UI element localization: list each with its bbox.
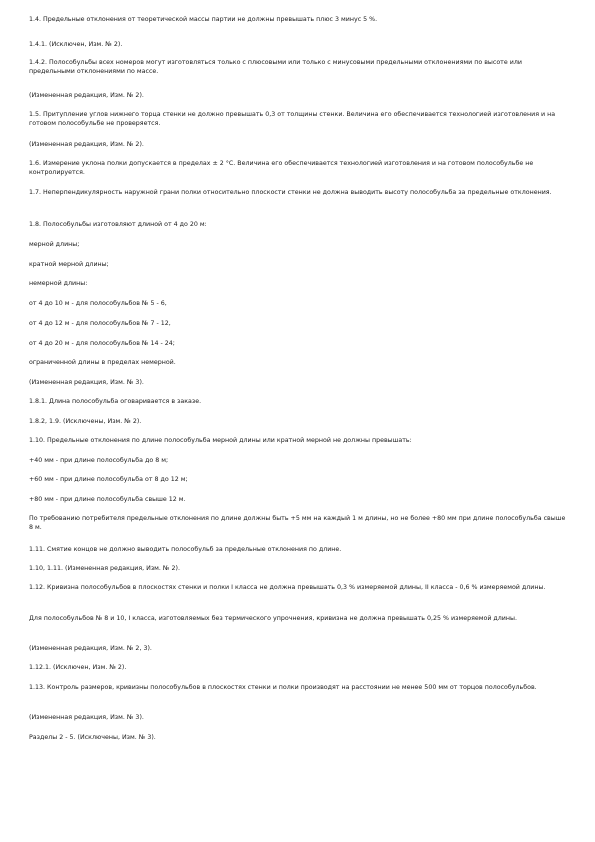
paragraph: от 4 до 10 м - для полособульбов № 5 - 6, — [29, 300, 167, 307]
paragraph: Для полособульбов № 8 и 10, I класса, изготовляемых без термического упрочнения, кривизна не должна превышать 0,25 % измеряемой длины. — [29, 615, 517, 622]
paragraph: (Измененная редакция, Изм. № 2). — [29, 141, 144, 148]
paragraph: мерной длины; — [29, 241, 80, 248]
paragraph: ограниченной длины в пределах немерной. — [29, 359, 176, 366]
paragraph: По требованию потребителя предельные отклонения по длине должны быть +5 мм на каждый 1 м длины, но не более +80 мм при длине полособульба свыше 8 м. — [29, 515, 566, 532]
paragraph: 1.4.2. Полособульбы всех номеров могут изготовляться только с плюсовыми или только с минусовыми предельными отклонениями по высоте или предельными отклонениями по массе. — [29, 59, 522, 76]
paragraph: 1.8. Полособульбы изготовляют длиной от 4 до 20 м: — [29, 221, 207, 228]
paragraph: 1.5. Притупление углов нижнего торца стенки не должно превышать 0,3 от толщины стенки. Величина его обеспечивается технологией изготовления и на готовом полособульбе не проверяется. — [29, 111, 556, 128]
paragraph: +60 мм - при длине полособульба от 8 до 12 м; — [29, 476, 188, 483]
paragraph: (Измененная редакция, Изм. № 2). — [29, 92, 144, 99]
paragraph: 1.10, 1.11. (Измененная редакция, Изм. № 2). — [29, 565, 180, 572]
paragraph: 1.12. Кривизна полособульбов в плоскостях стенки и полки I класса не должна превышать 0,3 % измеряемой длины, II класса - 0,6 % измеряемой длины. — [29, 584, 546, 591]
paragraph: +40 мм - при длине полособульба до 8 м; — [29, 457, 169, 464]
paragraph: 1.7. Неперпендикулярность наружной грани полки относительно плоскости стенки не должна выводить высоту полособульба за предельные отклонения. — [29, 189, 552, 196]
paragraph: от 4 до 12 м - для полособульбов № 7 - 12, — [29, 320, 171, 327]
paragraph: 1.10. Предельные отклонения по длине полособульба мерной длины или кратной мерной не должны превышать: — [29, 437, 412, 444]
paragraph: Разделы 2 - 5. (Исключены, Изм. № 3). — [29, 734, 156, 741]
paragraph: (Измененная редакция, Изм. № 2, 3). — [29, 645, 152, 652]
paragraph: кратной мерной длины; — [29, 261, 109, 268]
paragraph: 1.4.1. (Исключен, Изм. № 2). — [29, 41, 123, 48]
paragraph: 1.8.1. Длина полособульба оговаривается в заказе. — [29, 398, 202, 405]
paragraph: (Измененная редакция, Изм. № 3). — [29, 714, 144, 721]
paragraph: +80 мм - при длине полособульба свыше 12 м. — [29, 496, 186, 503]
paragraph: 1.11. Смятие концов не должно выводить полособульб за предельные отклонения по длине. — [29, 546, 342, 553]
paragraph: 1.12.1. (Исключен, Изм. № 2). — [29, 664, 127, 671]
paragraph: 1.6. Измерение уклона полки допускается в пределах ± 2 °С. Величина его обеспечивается технологией изготовления и на готовом полособульбе не контролируется. — [29, 160, 534, 177]
paragraph: 1.13. Контроль размеров, кривизны полособульбов в плоскостях стенки и полки производят на расстоянии не менее 500 мм от торцов полособульбов. — [29, 684, 537, 691]
paragraph: 1.8.2, 1.9. (Исключены, Изм. № 2). — [29, 418, 142, 425]
paragraph: 1.4. Предельные отклонения от теоретической массы партии не должны превышать плюс 3 минус 5 %. — [29, 16, 378, 23]
paragraph: (Измененная редакция, Изм. № 3). — [29, 379, 144, 386]
paragraph: от 4 до 20 м - для полособульбов № 14 - 24; — [29, 340, 175, 347]
paragraph: немерной длины: — [29, 280, 88, 287]
